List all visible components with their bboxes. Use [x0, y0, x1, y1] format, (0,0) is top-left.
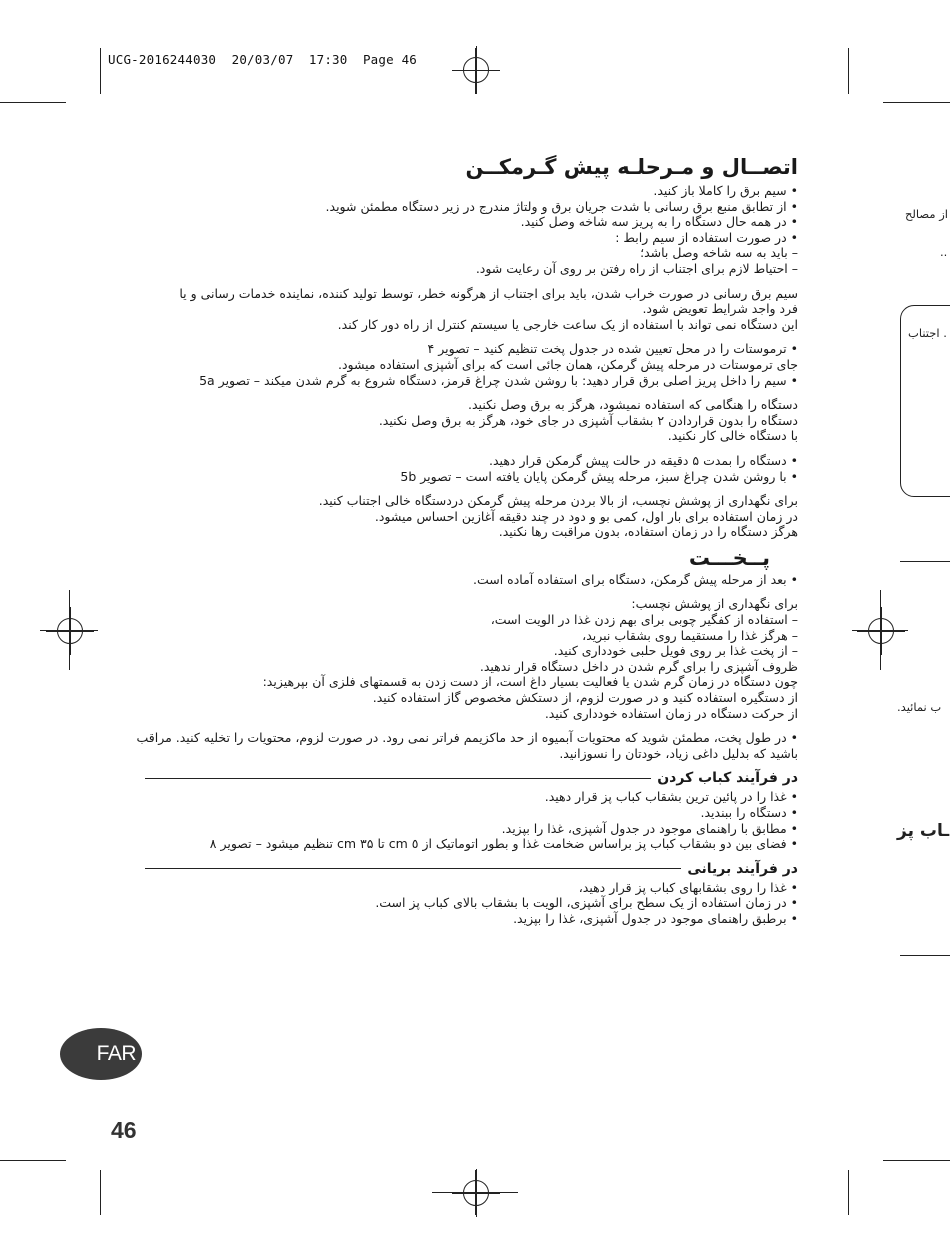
section-heading: اتصــال و مـرحلـه پیش گـرمکــن — [465, 155, 798, 179]
text-line: • با روشن شدن چراغ سبز، مرحله پیش گرمکن پایان یافته است – تصویر 5b — [400, 468, 798, 484]
text-line: • در صورت استفاده از سیم رابط : — [615, 229, 798, 245]
facing-page-fragment: ـاب پز — [897, 821, 950, 841]
text-line: برای نگهداری از پوشش نچسب: — [631, 596, 798, 612]
facing-page-fragment: . اجتناب — [908, 326, 947, 340]
text-line: • سیم برق را کاملا باز کنید. — [653, 183, 798, 198]
facing-page-rule — [900, 561, 950, 562]
registration-mark-icon — [463, 57, 489, 83]
crop-mark — [100, 1170, 101, 1215]
text-line: • سیم را داخل پریز اصلی برق قرار دهید: با روشن شدن چراغ قرمز، دستگاه شروع به گرم شدن میکند – تصویر 5a — [199, 372, 798, 388]
registration-mark-icon — [463, 1180, 489, 1206]
main-content — [136, 152, 798, 927]
subsection-title: در فرآیند بریانی — [687, 860, 798, 877]
spacer — [145, 444, 798, 453]
text-line: • غذا را در پائین ترین بشقاب کباب پز قرار دهید. — [544, 789, 798, 805]
text-line: – باید به سه شاخه وصل باشد؛ — [640, 245, 798, 261]
crop-mark — [848, 1170, 849, 1215]
text-line: – از پخت غذا بر روی فویل حلبی خودداری کنید. — [553, 643, 798, 659]
text-line: – احتیاط لازم برای اجتناب از راه رفتن بر روی آن رعایت شود. — [475, 260, 798, 276]
section-heading: پــخـــت — [688, 545, 770, 570]
facing-page-fragment: ب نمائید. — [897, 700, 942, 714]
spacer — [145, 587, 798, 596]
spacer — [145, 484, 798, 493]
crop-mark — [848, 48, 849, 94]
print-slug: UCG-2016244030 20/03/07 17:30 Page 46 — [108, 52, 418, 67]
crop-mark — [100, 48, 101, 94]
crop-mark — [432, 1192, 518, 1193]
text-line: از دستگیره استفاده کنید و در صورت لزوم، از دستکش مخصوص گاز استفاده کنید. — [372, 690, 798, 706]
subsection-title: در فرآیند کباب کردن — [657, 770, 798, 787]
text-line: دستگاه را هنگامی که استفاده نمیشود، هرگز به برق وصل نکنید. — [468, 397, 798, 413]
text-line: ظروف آشپزی را برای گرم شدن در داخل دستگاه قرار ندهید. — [479, 658, 798, 674]
heading-rule — [145, 778, 651, 779]
text-line: • دستگاه را بمدت ۵ دقیقه در حالت پیش گرمکن قرار دهید. — [489, 452, 798, 468]
registration-mark-icon — [868, 618, 894, 644]
facing-page-rule — [900, 955, 950, 956]
text-line: دستگاه را بدون قراردادن ۲ بشقاب آشپزی در جای خود، هرگز به برق وصل نکنید. — [378, 412, 798, 428]
spacer — [145, 332, 798, 341]
text-line: چون دستگاه در زمان گرم شدن یا فعالیت بسیار داغ است، از دست زدن به قسمتهای فلزی آن بپرهیزید: — [262, 674, 798, 690]
text-line: هرگز دستگاه را در زمان استفاده، بدون مراقبت رها نکنید. — [498, 524, 798, 540]
text-line: • در همه حال دستگاه را به پریز سه شاخه وصل کنید. — [520, 214, 798, 230]
text-line: • غذا را روی بشقابهای کباب پز قرار دهید، — [578, 879, 798, 895]
text-line: • دستگاه را ببندید. — [700, 805, 798, 820]
text-line: • در طول پخت، مطمئن شوید که محتویات آبمیوه از حد ماکزیمم فراتر نمی رود. در صورت لزوم، محتویات را تخلیه کنید. مراقب — [136, 730, 798, 746]
subsection-heading — [145, 767, 798, 789]
text-line: با دستگاه خالی کار نکنید. — [667, 428, 798, 444]
text-line: • بعد از مرحله پیش گرمکن، دستگاه برای استفاده آماده است. — [473, 571, 798, 587]
crop-mark — [475, 48, 476, 94]
text-line: – هرگز غذا را مستقیما روی بشقاب نبرید، — [582, 627, 798, 643]
text-line: سیم برق رسانی در صورت خراب شدن، باید برای اجتناب از هرگونه خطر، توسط تولید کننده، نماینده خدمات رسانی و یا — [179, 285, 798, 301]
facing-page-fragment: .. — [940, 245, 948, 259]
text-line: باشید که بدلیل داغی زیاد، خودتان را نسوزانید. — [559, 745, 798, 761]
text-line: • از تطابق منبع برق رسانی با شدت جریان برق و ولتاژ مندرج در زیر دستگاه مطمئن شوید. — [325, 198, 798, 214]
heading-rule — [145, 868, 681, 869]
text-line: برای نگهداری از پوشش نچسب، از بالا بردن مرحله پیش گرمکن دردستگاه خالی اجتناب کنید. — [318, 493, 798, 509]
crop-mark — [0, 1160, 66, 1161]
spacer — [145, 721, 798, 730]
facing-page-fragment: از مصالح — [905, 207, 948, 221]
spacer — [145, 277, 798, 286]
registration-mark-icon — [57, 618, 83, 644]
text-line: • در زمان استفاده از یک سطح برای آشپزی، الویت با بشقاب بالای کباب پز است. — [375, 895, 798, 911]
text-line: از حرکت دستگاه در زمان استفاده خودداری کنید. — [544, 705, 798, 721]
text-line: • مطابق با راهنمای موجود در جدول آشپزی، غذا را بپزید. — [501, 820, 798, 836]
text-line: در زمان استفاده برای بار اول، کمی بو و دود در چند دقیقه آغازین احساس میشود. — [374, 508, 798, 524]
text-line: • ترموستات را در محل تعیین شده در جدول پخت تنظیم کنید – تصویر ۴ — [427, 341, 798, 357]
text-line: فرد واجد شرایط تعویض شود. — [642, 301, 798, 317]
text-line: • فضای بین دو بشقاب کباب پز براساس ضخامت غذا و بطور اتوماتیک از ٥ cm تا ۳۵ cm تنظیم میشود – تصویر ۸ — [209, 836, 798, 852]
page-number: 46 — [111, 1117, 137, 1143]
crop-mark — [883, 1160, 950, 1161]
crop-mark — [852, 630, 908, 631]
text-line: جای ترموستات در مرحله پیش گرمکن، همان جائی است که برای آشپزی استفاده میشود. — [338, 356, 798, 372]
crop-mark — [0, 102, 66, 103]
crop-mark — [883, 102, 950, 103]
text-line: این دستگاه نمی تواند با استفاده از یک ساعت خارجی یا سیستم کنترل از راه دور کار کند. — [337, 316, 798, 332]
language-badge: FAR — [60, 1028, 142, 1080]
subsection-heading — [145, 858, 798, 880]
spacer — [145, 388, 798, 397]
text-line: • برطبق راهنمای موجود در جدول آشپزی، غذا را بپزید. — [513, 910, 798, 926]
crop-mark — [40, 630, 98, 631]
text-line: – استفاده از کفگیر چوبی برای بهم زدن غذا در الویت است، — [490, 612, 798, 628]
